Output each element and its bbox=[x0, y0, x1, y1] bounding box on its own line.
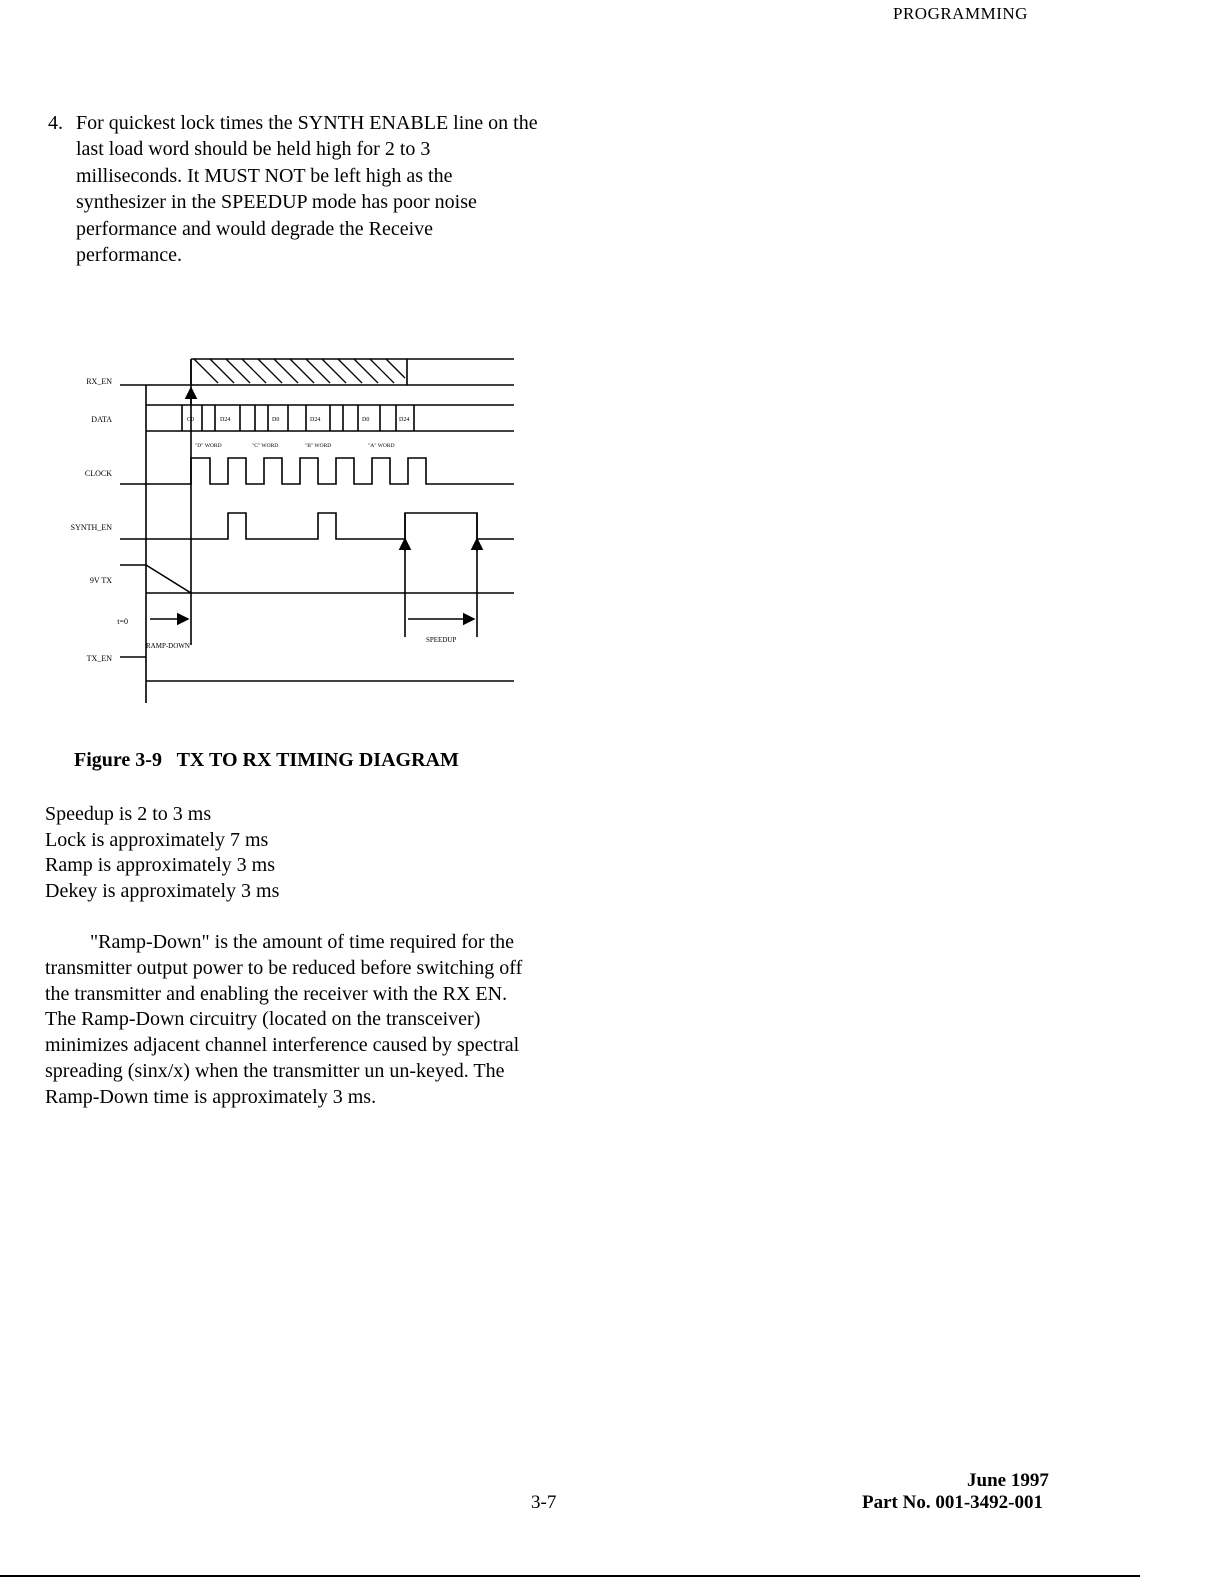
figure-caption: Figure 3-9 TX TO RX TIMING DIAGRAM bbox=[74, 749, 459, 771]
word-label-c: "C" WORD bbox=[252, 443, 279, 449]
signal-label-data: DATA bbox=[91, 415, 112, 424]
data-bit-label: C0 bbox=[187, 417, 195, 423]
word-label-a: "A" WORD bbox=[368, 443, 395, 449]
note-line: Lock is approximately 7 ms bbox=[45, 828, 269, 851]
signal-label-tx-en: TX_EN bbox=[86, 654, 112, 663]
timing-notes bbox=[45, 802, 279, 904]
footer-part-number: Part No. 001-3492-001 bbox=[862, 1492, 1043, 1513]
section-header: PROGRAMMING bbox=[893, 4, 1028, 23]
data-bit-label: D24 bbox=[399, 417, 410, 423]
list-item-4 bbox=[48, 110, 538, 268]
data-bit-label: D0 bbox=[362, 417, 370, 423]
signal-label-9v-tx: 9V TX bbox=[89, 576, 112, 585]
ramp-down-paragraph: "Ramp-Down" is the amount of time required for the transmitter output power to be reduced before switching off the transmitter and enabling the receiver with the RX EN. The Ramp-Down circuitry (located on the transceiver) minimizes adjacent channel interference caused by spectral spreading (sinx/x) when the transmitter un un-keyed. The Ramp-Down time is approximately 3 ms. bbox=[45, 931, 523, 1108]
ramp-down-label: RAMP-DOWN bbox=[146, 642, 190, 650]
speedup-label: SPEEDUP bbox=[426, 636, 457, 644]
list-item-text: For quickest lock times the SYNTH ENABLE line on the last load word should be held high for 2 to 3 milliseconds. It MUST NOT be left high as the synthesizer in the SPEEDUP mode has poor noise performance and would degrade the Receive performance. bbox=[76, 112, 538, 267]
page-number: 3-7 bbox=[531, 1492, 557, 1513]
t0-label: t=0 bbox=[117, 617, 128, 626]
note-line: Ramp is approximately 3 ms bbox=[45, 854, 275, 876]
note-line: Dekey is approximately 3 ms bbox=[45, 879, 280, 902]
list-item-number: 4. bbox=[48, 112, 63, 134]
data-bit-label: D24 bbox=[220, 417, 231, 423]
signal-label-clock: CLOCK bbox=[84, 469, 112, 478]
signal-label-synth-en: SYNTH_EN bbox=[70, 523, 112, 532]
data-bit-label: D0 bbox=[272, 417, 280, 423]
footer-date: June 1997 bbox=[967, 1470, 1049, 1491]
word-label-d: "D" WORD bbox=[195, 443, 222, 449]
word-label-b: "B" WORD bbox=[305, 443, 332, 449]
data-bit-label: D24 bbox=[310, 417, 321, 423]
signal-label-rx-en: RX_EN bbox=[86, 377, 112, 386]
note-line: Speedup is 2 to 3 ms bbox=[45, 803, 212, 825]
timing-diagram bbox=[60, 345, 530, 715]
footer-rule bbox=[0, 1575, 1140, 1577]
